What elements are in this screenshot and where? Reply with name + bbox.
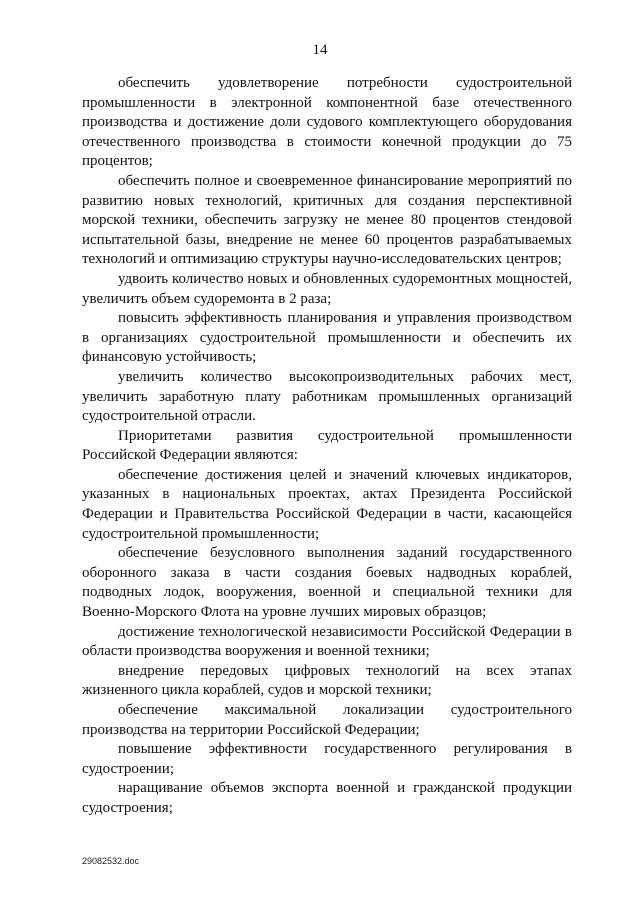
paragraph: обеспечить полное и своевременное финансирование мероприятий по развитию новых технологий, критичных для создания перспективной морской техники, обеспечить загрузку не менее 80 процентов стендовой испытательной базы, внедрение не менее 60 процентов разрабатываемых технологий и оптимизацию структуры научно-исследовательских центров; <box>82 172 572 268</box>
paragraph: Приоритетами развития судостроительной промышленности Российской Федерации являются: <box>82 427 572 464</box>
paragraph: достижение технологической независимости Российской Федерации в области производства вооружения и военной техники; <box>82 623 572 660</box>
footer-file-name: 29082532.doc <box>82 856 140 866</box>
page-number: 14 <box>312 42 328 58</box>
paragraph: внедрение передовых цифровых технологий на всех этапах жизненного цикла кораблей, судов и морской техники; <box>82 662 572 699</box>
document-body <box>82 74 572 819</box>
paragraph: обеспечение достижения целей и значений ключевых индикаторов, указанных в национальных проектах, актах Президента Российской Федерации и Правительства Российской Федерации в части, касающейся судостроительной промышленности; <box>82 466 572 542</box>
paragraph: наращивание объемов экспорта военной и гражданской продукции судостроения; <box>82 780 572 816</box>
paragraph: удвоить количество новых и обновленных судоремонтных мощностей, увеличить объем судоремонта в 2 раза; <box>82 270 572 307</box>
paragraph: обеспечение безусловного выполнения заданий государственного оборонного заказа в части создания боевых надводных кораблей, подводных лодок, вооружения, военной и специальной техники для Военно-Морского Флота на уровне лучших мировых образцов; <box>82 545 572 621</box>
paragraph: увеличить количество высокопроизводительных рабочих мест, увеличить заработную плату работникам промышленных организаций судостроительной отрасли. <box>82 368 572 425</box>
paragraph: повысить эффективность планирования и управления производством в организациях судостроительной промышленности и обеспечить их финансовую устойчивость; <box>82 310 572 366</box>
paragraph: обеспечить удовлетворение потребности судостроительной промышленности в электронной компонентной базе отечественного производства и достижение доли судового комплектующего оборудования отечественного производства в стоимости конечной продукции до 75 процентов; <box>82 75 572 170</box>
paragraph: обеспечение максимальной локализации судостроительного производства на территории Российской Федерации; <box>82 702 572 738</box>
paragraph: повышение эффективности государственного регулирования в судостроении; <box>82 741 572 777</box>
